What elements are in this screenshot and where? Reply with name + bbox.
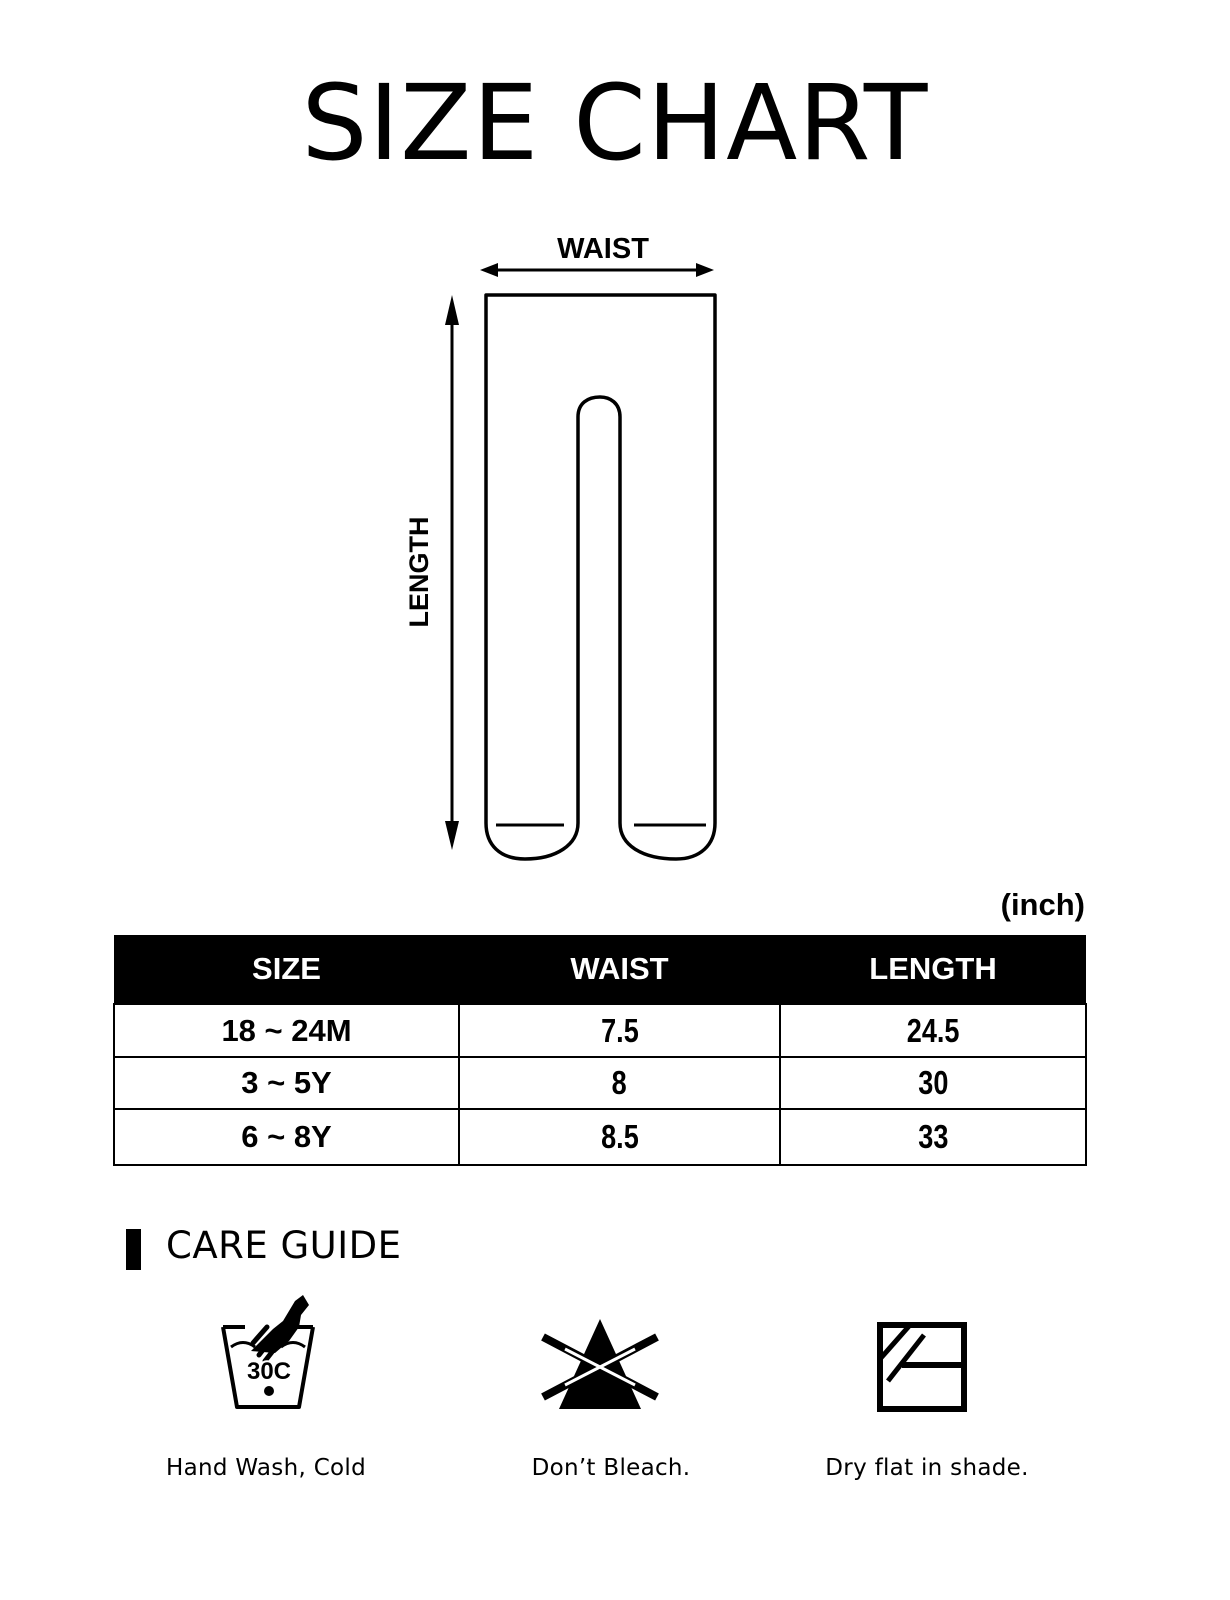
care-label-hand-wash: Hand Wash, Cold [165, 1455, 367, 1481]
size-table [113, 935, 1087, 1166]
dry-flat-shade-icon [858, 1285, 988, 1415]
care-item-dry-flat [773, 1285, 1073, 1415]
header-waist: WAIST [459, 935, 780, 1004]
length-arrow [445, 295, 459, 850]
size-cell: 18 ~ 24M [114, 1004, 459, 1057]
care-label-dry-flat: Dry flat in shade. [825, 1455, 1029, 1481]
table-row [114, 1004, 1086, 1057]
header-size: SIZE [114, 935, 459, 1004]
waist-label: WAIST [557, 233, 649, 265]
length-value: 33 [917, 1118, 949, 1155]
length-value: 24.5 [906, 1011, 960, 1049]
size-cell: 3 ~ 5Y [114, 1057, 459, 1109]
table-row [114, 1057, 1086, 1109]
tights-outline [486, 295, 715, 859]
waist-cell [459, 1057, 780, 1109]
care-label-no-bleach: Don’t Bleach. [531, 1455, 691, 1481]
hand-wash-icon [203, 1285, 333, 1415]
waist-cell [459, 1004, 780, 1057]
no-bleach-icon [535, 1285, 665, 1415]
waist-value: 8 [611, 1064, 628, 1101]
hand-wash-temp: 30C [246, 1358, 292, 1385]
care-guide-marker [126, 1229, 141, 1270]
length-cell [780, 1109, 1086, 1165]
care-guide-title: CARE GUIDE [166, 1224, 402, 1267]
length-value: 30 [917, 1064, 949, 1101]
length-cell [780, 1004, 1086, 1057]
waist-value: 8.5 [600, 1118, 639, 1155]
waist-cell [459, 1109, 780, 1165]
size-cell: 6 ~ 8Y [114, 1109, 459, 1165]
care-item-hand-wash [118, 1285, 418, 1415]
care-item-no-bleach [450, 1285, 750, 1415]
length-cell [780, 1057, 1086, 1109]
tights-diagram [380, 225, 740, 875]
waist-arrow [480, 263, 714, 277]
unit-label: (inch) [1000, 887, 1085, 922]
header-length: LENGTH [780, 935, 1086, 1004]
waist-value: 7.5 [600, 1011, 639, 1049]
page-title: SIZE CHART [301, 62, 929, 184]
table-header-row [114, 935, 1086, 1004]
length-label: LENGTH [404, 516, 434, 628]
table-row [114, 1109, 1086, 1165]
